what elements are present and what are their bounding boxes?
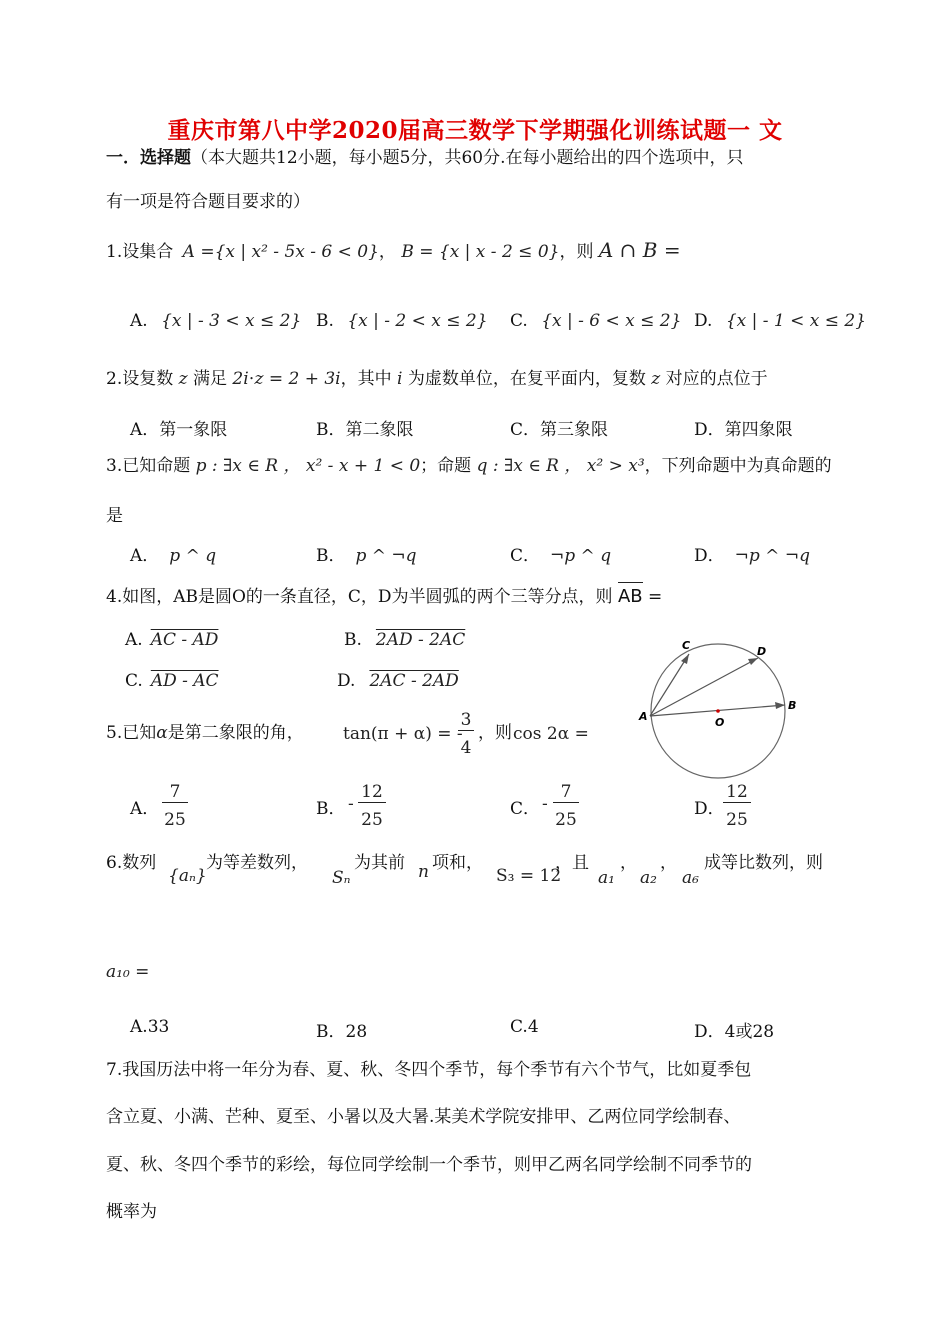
- q3-option-c: [510, 541, 611, 566]
- q4-option-c-label: C.: [125, 671, 143, 691]
- q4-vector-ab: [618, 586, 643, 608]
- q5-option-c-num: 7: [553, 782, 579, 803]
- q4-text: 4.如图，AB是圆O的一条直径，C，D为半圆弧的两个三等分点，则: [106, 587, 613, 607]
- q2-z1: z: [178, 369, 188, 389]
- q4-option-a: [125, 630, 218, 650]
- q4-option-c-text: AD - AC: [150, 671, 219, 691]
- q1-option-d: [694, 311, 866, 331]
- q3-option-c-text: ¬p ^ q: [550, 546, 612, 566]
- q6-mid2: 为其前: [354, 853, 405, 873]
- q6-option-a-label: A.: [130, 1017, 148, 1037]
- q1-option-d-label: D.: [694, 311, 713, 331]
- q1-then: ，则: [559, 242, 594, 262]
- section-heading: 一．选择题: [106, 148, 191, 168]
- q5-stem: [106, 722, 304, 744]
- q3-option-a: [130, 541, 216, 566]
- center-point: [716, 709, 720, 713]
- q5-option-b-num: 12: [358, 782, 386, 803]
- q2-option-c: [510, 415, 608, 440]
- label-d: D: [757, 645, 767, 658]
- q6-end: 成等比数列，则: [704, 853, 823, 873]
- q5-option-a-den: 25: [164, 810, 186, 830]
- q6-option-b-text: 28: [345, 1022, 368, 1042]
- q5-ask: cos 2α =: [513, 724, 589, 744]
- q1-option-a-text: {x | - 3 < x ≤ 2}: [161, 311, 302, 331]
- q7-line1: 7.我国历法中将一年分为春、夏、秋、冬四个季节，每个季节有六个节气，比如夏季包: [106, 1060, 752, 1080]
- q2-z2: z: [651, 369, 661, 389]
- q6-seq: {aₙ}: [168, 866, 207, 886]
- q2-i: i: [397, 369, 403, 389]
- q2-mid1: 满足: [193, 369, 228, 389]
- q2-option-d-label: D．: [694, 420, 725, 440]
- q5-option-a-num: 7: [162, 782, 188, 803]
- q5-then: ，则: [478, 723, 512, 743]
- q2-mid2: ，其中: [340, 369, 392, 389]
- q1-option-d-text: {x | - 1 < x ≤ 2}: [725, 311, 867, 331]
- q3-mid: ；命题: [420, 456, 472, 476]
- q2-end: 对应的点位于: [665, 369, 768, 389]
- q4-option-d-label: D.: [337, 671, 356, 691]
- q1-prefix: 1.设集合: [106, 242, 174, 262]
- q2-stem: [106, 368, 768, 390]
- q4-circle-figure: [632, 632, 802, 782]
- q5-option-c-label: C．: [510, 799, 541, 819]
- q4-stem: [106, 586, 662, 608]
- q6-option-c-label: C.: [510, 1017, 528, 1037]
- q4-option-a-text: AC - AD: [150, 630, 219, 650]
- q6-option-c: [510, 1017, 539, 1037]
- q1-option-b-label: B.: [316, 311, 334, 331]
- q6-option-d: [694, 1017, 774, 1042]
- q2-option-d-text: 第四象限: [724, 420, 793, 440]
- q1-option-c-text: {x | - 6 < x ≤ 2}: [541, 311, 682, 331]
- q5-option-c-den: 25: [555, 810, 577, 830]
- q1-setB: B = {x | x - 2 ≤ 0}: [401, 242, 560, 262]
- q5-option-b-label: B．: [316, 799, 346, 819]
- q4-option-a-label: A.: [125, 630, 143, 650]
- q7-line3: 夏、秋、冬四个季节的彩绘，每位同学绘制一个季节，则甲乙两名同学绘制不同季节的: [106, 1155, 752, 1175]
- label-b: B: [788, 699, 797, 712]
- q2-option-a-text: 第一象限: [159, 420, 228, 440]
- q5-mid: 是第二象限的角，: [167, 723, 304, 743]
- q5-option-b-sign: -: [348, 794, 354, 814]
- q6-option-b: [316, 1017, 367, 1042]
- q4-vector-arrow: [618, 582, 643, 583]
- q6-option-b-label: B．: [316, 1022, 346, 1042]
- q2-eq: 2i⋅z = 2 + 3i: [232, 369, 341, 389]
- q6-option-d-label: D．: [694, 1022, 725, 1042]
- q3-option-d-label: D．: [694, 546, 725, 566]
- q7-line2: 含立夏、小满、芒种、夏至、小暑以及大暑.某美术学院安排甲、乙两位同学绘制春、: [106, 1107, 741, 1127]
- q3-line2: 是: [106, 506, 123, 526]
- q5-option-c-sign: -: [542, 794, 548, 814]
- q6-n: n: [418, 862, 429, 882]
- q4-option-c: [125, 671, 219, 691]
- section-heading-line: [106, 147, 743, 169]
- q6-s3: S₃ = 12: [496, 866, 562, 886]
- label-c: C: [682, 639, 691, 652]
- q4-option-b-text: 2AD - 2AC: [375, 630, 466, 650]
- q3-option-a-label: A．: [130, 546, 160, 566]
- q1-option-c: [510, 311, 681, 331]
- q2-option-a-label: A．: [130, 420, 160, 440]
- q3-pexpr: x² - x + 1 < 0: [305, 456, 421, 476]
- section-note-1: （本大题共12小题，每小题5分，共60分.在每小题给出的四个选项中，只: [191, 148, 744, 168]
- q6-mid1: 为等差数列，: [206, 853, 308, 873]
- q3-option-a-text: p ^ q: [169, 546, 217, 566]
- q3-prefix: 3.已知命题: [106, 456, 191, 476]
- q1-option-a-label: A.: [130, 311, 148, 331]
- q4-option-b: [344, 630, 465, 650]
- q5-frac-den: 4: [460, 738, 472, 758]
- q6-mid3: 项和，: [432, 853, 483, 873]
- q5-option-d-den: 25: [726, 810, 748, 830]
- q3-option-c-label: C．: [510, 546, 541, 566]
- q6-a2: a₂: [640, 868, 657, 888]
- q3-option-b: [316, 541, 417, 566]
- q4-eq: =: [648, 587, 663, 607]
- q1-option-c-label: C.: [510, 311, 528, 331]
- page-title: 重庆市第八中学2020届高三数学下学期强化训练试题一 文: [167, 117, 783, 144]
- q6-sn: Sₙ: [332, 868, 351, 888]
- q4-option-b-label: B.: [344, 630, 362, 650]
- arrow-c: [681, 654, 689, 664]
- q6-prefix: 6.数列: [106, 853, 157, 873]
- q5-option-d-label: D．: [694, 799, 725, 819]
- q5-option-d-num: 12: [723, 782, 751, 803]
- arrow-d: [748, 658, 758, 665]
- arrow-b: [775, 702, 785, 709]
- q1-option-b: [316, 311, 488, 331]
- q5-option-a-label: A．: [130, 799, 160, 819]
- q5-alpha: α: [156, 723, 168, 743]
- q5-frac-num: 3: [458, 710, 474, 731]
- q6-sep1: ，: [620, 853, 637, 873]
- q6-a6: a₆: [682, 868, 699, 888]
- q1-option-a: [130, 311, 301, 331]
- q2-option-d: [694, 415, 793, 440]
- q1-expr: A ∩ B =: [598, 238, 681, 262]
- label-a: A: [639, 710, 648, 723]
- q6-mid4: ，且: [555, 853, 589, 873]
- q2-option-a: [130, 415, 227, 440]
- q6-option-a-text: 33: [147, 1017, 170, 1037]
- q1-comma: ，: [378, 242, 396, 262]
- q7-line4: 概率为: [106, 1202, 157, 1222]
- q6-option-c-text: 4: [527, 1017, 539, 1037]
- section-note-2: 有一项是符合题目要求的）: [106, 192, 310, 212]
- q3-p: p : ∃x ∈ R ，: [195, 456, 301, 476]
- q1-option-b-text: {x | - 2 < x ≤ 2}: [347, 311, 488, 331]
- q5-expr: tan(π + α) = -: [343, 724, 463, 744]
- q2-option-b-label: B．: [316, 420, 346, 440]
- q4-vector-label: AB: [617, 586, 643, 607]
- q3-option-b-label: B．: [316, 546, 346, 566]
- q1-stem: [106, 239, 681, 263]
- q3-stem: [106, 455, 832, 477]
- label-o: O: [715, 716, 725, 729]
- q6-option-d-text: 4或28: [724, 1022, 775, 1042]
- q6-a10: a₁₀ =: [106, 962, 150, 982]
- q1-setA: A ={x | x² - 5x - 6 < 0}: [182, 242, 379, 262]
- q3-option-d: [694, 541, 810, 566]
- q2-prefix: 2.设复数: [106, 369, 174, 389]
- chord-ad: [650, 658, 758, 716]
- q4-option-d-text: 2AC - 2AD: [369, 671, 459, 691]
- q4-option-d: [337, 671, 459, 691]
- q2-option-b-text: 第二象限: [345, 420, 414, 440]
- q3-option-b-text: p ^ ¬q: [355, 546, 417, 566]
- q6-option-a: [130, 1017, 169, 1037]
- q3-q: q : ∃x ∈ R ，: [476, 456, 582, 476]
- q2-option-b: [316, 415, 414, 440]
- q2-mid3: 为虚数单位，在复平面内，复数: [407, 369, 646, 389]
- q2-option-c-label: C．: [510, 420, 541, 440]
- q6-sep2: ，: [660, 853, 677, 873]
- q3-option-d-text: ¬p ^ ¬q: [734, 546, 810, 566]
- q3-qexpr: x² > x³: [586, 456, 645, 476]
- q6-a1: a₁: [598, 868, 615, 888]
- q5-option-b-den: 25: [361, 810, 383, 830]
- q5-prefix: 5.已知: [106, 723, 157, 743]
- q2-option-c-text: 第三象限: [540, 420, 609, 440]
- q3-end: ，下列命题中为真命题的: [644, 456, 832, 476]
